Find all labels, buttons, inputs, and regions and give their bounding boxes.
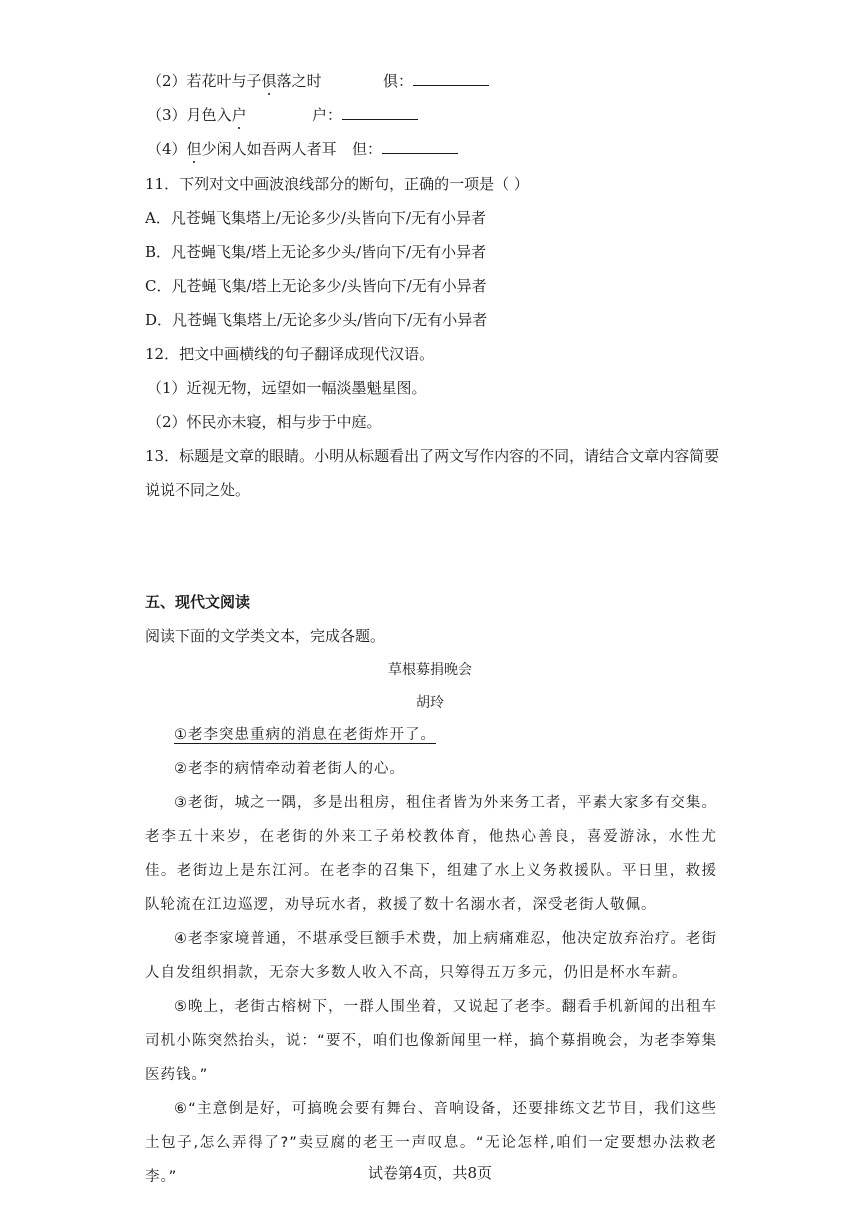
q12-item-2: （2）怀民亦未寝，相与步于中庭。 <box>147 413 382 431</box>
article-paragraph-4: ④老李家境普通，不堪承受巨额手术费，加上病痛难忍，他决定放弃治疗。老街人自发组织捐款，无奈大多数人收入不高，只筹得五万多元，仍旧是杯水车薪。 <box>145 931 717 981</box>
q12-item-1: （1）近视无物，远望如一幅淡墨魁星图。 <box>147 379 427 397</box>
q10-item-2: （2）若花叶与子俱落之时 俱： <box>147 71 322 91</box>
section-title: 五、现代文阅读 <box>145 593 251 611</box>
emphasis-char: 俱 <box>261 72 277 90</box>
emphasis-char: 但 <box>186 140 202 158</box>
q11-option-a[interactable]: A．凡苍蝇飞集塔上/无论多少/头皆向下/无有小异者 <box>145 209 486 227</box>
article-paragraph-1: ①老李突患重病的消息在老街炸开了。 <box>174 727 436 743</box>
article-author: 胡玲 <box>416 695 444 711</box>
article-body <box>145 718 717 1194</box>
article-paragraph-2: ②老李的病情牵动着老街人的心。 <box>174 761 405 777</box>
emphasis-char: 户 <box>231 106 247 124</box>
q10-item-4: （4）但少闲人如吾两人者耳 但： <box>147 139 337 159</box>
q13-stem-line-2: 说说不同之处。 <box>145 481 251 499</box>
article-paragraph-3: ③老街，城之一隅，多是出租房，租住者皆为外来务工者，平素大家多有交集。老李五十来岁，在老街的外来工子弟校教体育，他热心善良，喜爱游泳，水性尤佳。老街边上是东江河。在老李的召集下，组建了水上义务救援队。平日里，救援队轮流在江边巡逻，劝导玩水者，救援了数十名溺水者，深受老街人敬佩。 <box>145 795 717 913</box>
answer-blank[interactable] <box>413 71 489 86</box>
article-paragraph-6: ⑥“主意倒是好，可搞晚会要有舞台、音响设备，还要排练文艺节目，我们这些土包子,怎么弄得了?”卖豆腐的老王一声叹息。“无论怎样,咱们一定要想办法救老李。” <box>145 1101 717 1185</box>
page-footer: 试卷第4页，共8页 <box>367 1164 493 1182</box>
q12-stem: 12．把文中画横线的句子翻译成现代汉语。 <box>145 345 435 363</box>
q11-stem: 11．下列对文中画波浪线部分的断句，正确的一项是（ ） <box>145 175 529 193</box>
answer-blank[interactable] <box>382 139 458 154</box>
q11-option-c[interactable]: C．凡苍蝇飞集/塔上无论多少/头皆向下/无有小异者 <box>145 277 487 295</box>
answer-blank[interactable] <box>342 105 418 120</box>
q10-item-3: （3）月色入户 户： <box>147 105 247 125</box>
section-instruction: 阅读下面的文学类文本，完成各题。 <box>145 627 386 645</box>
article-title: 草根募捐晚会 <box>388 662 472 678</box>
q11-option-d[interactable]: D．凡苍蝇飞集塔上/无论多少头/皆向下/无有小异者 <box>145 311 488 329</box>
article-paragraph-5: ⑤晚上，老街古榕树下，一群人围坐着，又说起了老李。翻看手机新闻的出租车司机小陈突然抬头，说：“要不，咱们也像新闻里一样，搞个募捐晚会，为老李筹集医药钱。” <box>145 999 717 1083</box>
q11-option-b[interactable]: B．凡苍蝇飞集/塔上无论多少头/皆向下/无有小异者 <box>145 243 487 261</box>
q13-stem-line-1: 13．标题是文章的眼睛。小明从标题看出了两文写作内容的不同，请结合文章内容简要 <box>145 447 720 465</box>
